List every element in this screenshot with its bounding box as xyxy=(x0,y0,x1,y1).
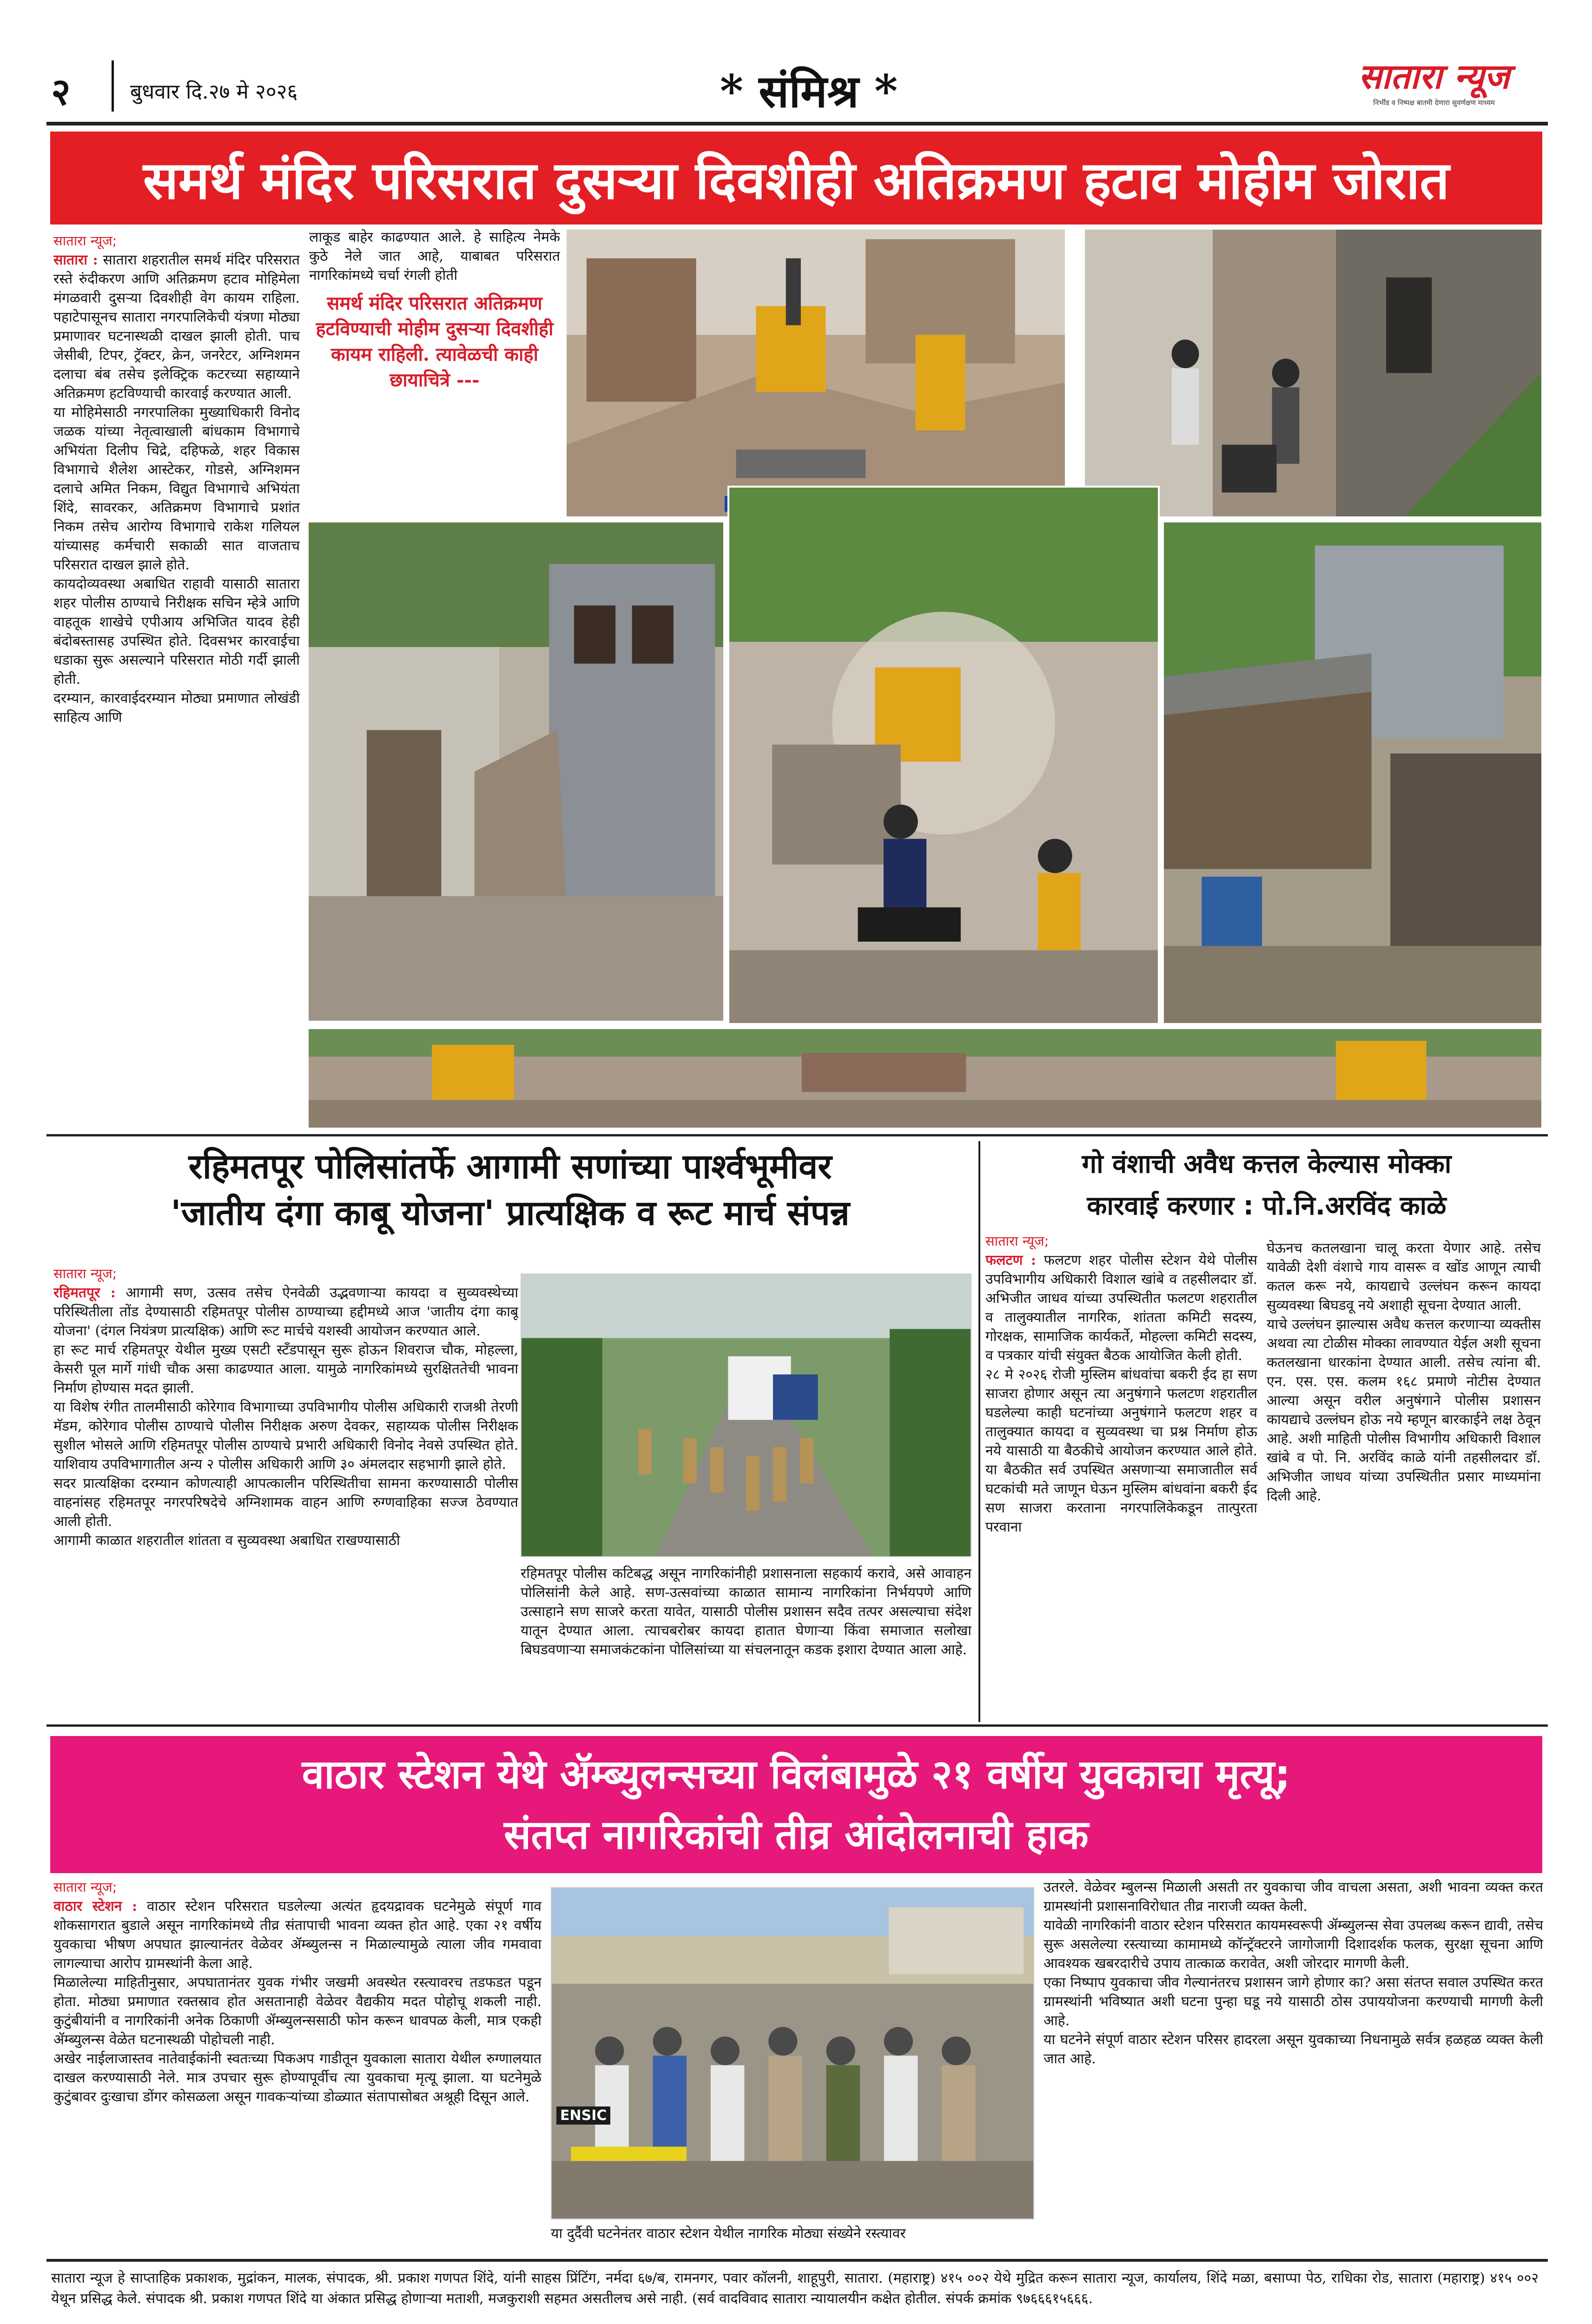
article2-para4: सदर प्रात्यक्षिका दरम्यान कोणत्याही आपत्कालीन परिस्थितीचा सामना करण्यासाठी पोलीस वाहनांसह रहिमतपूर नगरपरिषदेचे अग्निशामक वाहन आणि रुग्णवाहिका सज्ज ठेवण्यात आली होती. xyxy=(53,1475,518,1530)
header-rule xyxy=(46,122,1548,125)
article1-column xyxy=(53,231,300,1129)
article4-col3-para3: एका निष्पाप युवकाचा जीव गेल्यानंतरच प्रशासन जागे होणार का? असा संतप्त सवाल उपस्थित करत ग्रामस्थांनी भविष्यात अशी घटना पुन्हा घडू नये यासाठी ठोस उपाययोजना करण्याची मागणी केली आहे. xyxy=(1044,1974,1543,2029)
masthead-logo xyxy=(1320,56,1548,116)
logo-text: सातारा न्यूज xyxy=(1358,57,1510,97)
article2-byline: सातारा न्यूज; xyxy=(53,1266,117,1281)
article2-headline-line2: 'जातीय दंगा काबू योजना' प्रात्यक्षिक व रूट मार्च संपन्न xyxy=(171,1193,850,1233)
route-march-caption: रहिमतपूर पोलीस कटिबद्ध असून नागरिकांनीही प्रशासनाला सहकार्य करावे, असे आवाहन पोलिसांनी केले आहे. सण-उत्सवांच्या काळात सामान्य नागरिकांना निर्भयपणे आणि उत्साहाने सण साजरे करता यावेत, यासाठी पोलीस प्रशासन सदैव तत्पर असल्याचा संदेश यातून देण्यात आला. त्याचबरोबर कायदा हातात घेणाऱ्या किंवा समाजात सलोखा बिघडवणाऱ्या समाजकंटकांना पोलिसांच्या या संचलनातून कडक इशारा देण्यात आला आहे. xyxy=(521,1565,971,1658)
article2-para2: हा रूट मार्च रहिमतपूर येथील मुख्य एसटी स्टँडपासून सुरू होऊन शिवराज चौक, मोहल्ला, केसरी पूल मार्गे गांधी चौक असा काढण्यात आला. यामुळे नागरिकांमध्ये सुरक्षिततेची भावना निर्माण होण्यास मदत झाली. xyxy=(53,1342,518,1396)
footer-imprint-marathi: सातारा न्यूज हे साप्ताहिक प्रकाशक, मुद्रांकन, मालक, संपादक, श्री. प्रकाश गणपत शिंदे, यांनी साहस प्रिंटिंग, नर्मदा ६७/ब, रामनगर, पवार कॉलनी, शाहूपुरी, सातारा. (महाराष्ट्र) ४१५ ००२ येथे मुद्रित करून सातारा न्यूज, कार्यालय, शिंदे मळा, बसाप्पा पेठ, राधिका रोड, सातारा (महाराष्ट्र) ४१५ ००२ येथून प्रसिद्ध केले. संपादक श्री. प्रकाश गणपत शिंदे या अंकात प्रसिद्ध होणाऱ्या मताशी, मजकुराशी सहमत असतीलच असे नाही. (सर्व वादविवाद सातारा न्यायालयीन कक्षेत होतील. संपर्क क्रमांक ९७६६६१५६६६. xyxy=(51,2270,1539,2307)
article1-para4: दरम्यान, कारवाईदरम्यान मोठ्या प्रमाणात लोखंडी साहित्य आणि xyxy=(53,690,300,726)
article4-headline-line2: संतप्त नागरिकांची तीव्र आंदोलनाची हाक xyxy=(504,1811,1089,1858)
article3-para2: २८ मे २०२६ रोजी मुस्लिम बांधवांचा बकरी ईद हा सण साजरा होणार असून त्या अनुषंगाने फलटण शहरातील घडलेल्या काही घटनांच्या अनुषंगाने फलटण शहर व तालुक्यात कायदा व सुव्यवस्था चा प्रश्न निर्माण होऊ नये यासाठी या बैठकीचे आयोजन करण्यात आले होते. या बैठकीत सर्व उपस्थित असणाऱ्या समाजातील सर्व घटकांची मते जाणून घेऊन मुस्लिम बांधवांना बकरी ईद सण साजरा करताना नगरपालिकेकडून तात्पुरता परवाना xyxy=(985,1367,1257,1535)
demolition-photo-3 xyxy=(307,521,725,1023)
article4-byline: सातारा न्यूज; xyxy=(53,1879,117,1895)
article1-place: सातारा : xyxy=(53,252,98,268)
vehicle-sign: ENSIC xyxy=(556,2106,610,2125)
article1-para3: कायदोव्यवस्था अबाधित राहावी यासाठी सातारा शहर पोलीस ठाण्याचे निरीक्षक सचिन म्हेत्रे आणि वाहतूक शाखेचे एपीआय अभिजित यादव हेही बंदोबस्तासह उपस्थित होते. दिवसभर कारवाईचा धडाका सुरू असल्याने परिसरात मोठी गर्दी झाली होती. xyxy=(53,576,300,687)
demolition-photo-6 xyxy=(307,1027,1543,1129)
footer-rule-top xyxy=(46,2259,1548,2262)
article4-col3-para1: उतरले. वेळेवर म्बुलन्स मिळाली असती तर युवकाचा जीव वाचला असता, अशी भावना व्यक्त करत ग्रामस्थांनी प्रशासनाविरोधात तीव्र नाराजी व्यक्त केली. xyxy=(1044,1879,1543,1915)
article2-rule xyxy=(46,1724,1548,1727)
article2-place: रहिमतपूर : xyxy=(53,1285,116,1301)
article4-place: वाठार स्टेशन : xyxy=(53,1898,138,1915)
article2-para1: आगामी सण, उत्सव तसेच ऐनवेळी उद्भवणाऱ्या कायदा व सुव्यवस्थेच्या परिस्थितीला तोंड देण्यासाठी रहिमतपूर पोलीस ठाण्याच्या हद्दीमध्ये आज 'जातीय दंगा काबू योजना' (दंगल नियंत्रण प्रात्यक्षिक) आणि रूट मार्चचे यशस्वी आयोजन करण्यात आले. xyxy=(53,1285,518,1339)
demolition-photo-2 xyxy=(1083,228,1543,518)
article1-headline: समर्थ मंदिर परिसरात दुसऱ्या दिवशीही अतिक्रमण हटाव मोहीम जोरात xyxy=(143,150,1450,211)
article3-col2-para1: घेऊनच कतलखाना चालू करता येणार आहे. तसेच यावेळी देशी वंशाचे गाय वासरू व खोंड आणून त्याची कतल करू नये, कायद्याचे उल्लंघन करून कायदा सुव्यवस्था बिघडवू नये अशाही सूचना देण्यात आली. xyxy=(1267,1240,1541,1314)
article2-column xyxy=(53,1264,518,1692)
article4-column3 xyxy=(1044,1878,1543,2245)
article2-headline xyxy=(46,1143,974,1236)
article4-headline-line1: वाठार स्टेशन येथे ॲम्ब्युलन्सच्या विलंबामुळे २१ वर्षीय युवकाचा मृत्यू; xyxy=(302,1751,1291,1798)
protest-caption: या दुर्दैवी घटनेनंतर वाठार स्टेशन येथील नागरिक मोठ्या संख्येने रस्त्यावर xyxy=(551,2225,906,2242)
article2-headline-line1: रहिमतपूर पोलिसांतर्फे आगामी सणांच्या पार्श्वभूमीवर xyxy=(188,1147,832,1187)
logo-tagline: निर्भीड व निष्पक्ष बातमी देणारा सुवर्णक्षण माध्यम xyxy=(1373,99,1495,107)
article1-column2 xyxy=(309,228,560,511)
article3-para1: फलटण शहर पोलीस स्टेशन येथे पोलीस उपविभागीय अधिकारी विशाल खांबे व तहसीलदार डॉ. अभिजीत जाधव यांच्या उपस्थितीत फलटण शहरातील व तालुक्यातील नागरिक, शांतता कमिटी सदस्य, गोरक्षक, सामाजिक कार्यकर्ते, मोहल्ला कमिटी सदस्य, व पत्रकार यांची संयुक्त बैठक आयोजित केली होती. xyxy=(985,1252,1257,1364)
article1-rule xyxy=(46,1134,1548,1136)
article3-byline: सातारा न्यूज; xyxy=(985,1233,1049,1249)
article4-para3: अखेर नाईलाजास्तव नातेवाईकांनी स्वतःच्या पिकअप गाडीतून युवकाला सातारा येथील रुग्णालयात दाखल करण्यासाठी नेले. मात्र उपचार सुरू होण्यापूर्वीच त्या युवकाचा मृत्यू झाला. या घटनेमुळे कुटुंबावर दुःखाचा डोंगर कोसळला असून गावकऱ्यांच्या डोळ्यात संतापासोबत अश्रूही दिसून आले. xyxy=(53,2051,542,2105)
article2-para5: आगामी काळात शहरातील शांतता व सुव्यवस्था अबाधित राखण्यासाठी xyxy=(53,1532,400,1549)
demolition-photo-1 xyxy=(565,228,1067,518)
article3-place: फलटण : xyxy=(985,1252,1036,1268)
demolition-photo-4 xyxy=(727,486,1160,1025)
article4-headline-band xyxy=(50,1736,1542,1873)
protest-photo xyxy=(551,1887,1034,2219)
header-divider xyxy=(112,60,114,112)
article3-col2-para2: याचे उल्लंघन झाल्यास अवैध कत्तल करणाऱ्या व्यक्तीस अथवा त्या टोळीस मोक्का लावण्यात येईल अशी सूचना कतलखाना धारकांना देण्यात आली. तसेच त्यांना बी. एन. एस. एस. कलम १६८ प्रमाणे नोटीस देण्यात आल्या असून वरील अनुषंगाने पोलीस प्रशासन कायद्याचे उल्लंघन होऊ नये म्हणून बारकाईने लक्ष ठेवून आहे. अशी माहिती पोलीस विभागीय अधिकारी विशाल खांबे व पो. नि. अरविंद काळे यांनी तहसीलदार डॉ. अभिजीत जाधव यांच्या उपस्थितीत प्रसार माध्यमांना दिली आहे. xyxy=(1267,1316,1541,1504)
article2-para3: या विशेष रंगीत तालमीसाठी कोरेगाव विभागाच्या उपविभागीय पोलीस अधिकारी राजश्री तेरणी मॅडम, कोरेगाव पोलीस ठाण्याचे पोलीस निरीक्षक अरुण देवकर, सहाय्यक पोलीस निरीक्षक सुशील भोसले आणि रहिमतपूर पोलीस ठाण्याचे प्रभारी अधिकारी विनोद नेवसे उपस्थित होते. याशिवाय उपविभागातील अन्य २ पोलीस अधिकारी आणि ३० अंमलदार सहभागी झाले होते. xyxy=(53,1399,518,1472)
article1-headline-band xyxy=(50,132,1542,224)
section-title: * संमिश्र * xyxy=(720,65,898,118)
article1-para1: सातारा शहरातील समर्थ मंदिर परिसरात रस्ते रुंदीकरण आणि अतिक्रमण हटाव मोहिमेला मंगळवारी दुसऱ्या दिवशीही वेग कायम राहिला. पहाटेपासूनच सातारा नगरपालिकेची यंत्रणा मोठ्या प्रमाणावर घटनास्थळी दाखल झाली होती. पाच जेसीबी, टिपर, ट्रॅक्टर, क्रेन, जनरेटर, अग्निशमन दलाचा बंब तसेच इलेक्ट्रिक कटरच्या सहाय्याने अतिक्रमण हटविण्याची कारवाई करण्यात आली. xyxy=(53,252,300,402)
article4-para1: वाठार स्टेशन परिसरात घडलेल्या अत्यंत हृदयद्रावक घटनेमुळे संपूर्ण गाव शोकसागरात बुडाले असून नागरिकांमध्ये तीव्र संतापाची भावना व्यक्त होत आहे. एका २१ वर्षीय युवकाचा भीषण अपघात झाल्यानंतर वेळेवर ॲम्ब्युलन्स न मिळाल्यामुळे त्याला जीव गमवावा लागल्याचा आरोप ग्रामस्थांनी केला आहे. xyxy=(53,1898,542,1972)
article4-para2: मिळालेल्या माहितीनुसार, अपघातानंतर युवक गंभीर जखमी अवस्थेत रस्त्यावरच तडफडत पडून होता. मोठ्या प्रमाणात रक्तस्राव होत असतानाही वेळेवर वैद्यकीय मदत पोहोचू शकली नाही. कुटुंबीयांनी व नागरिकांनी अनेक ठिकाणी ॲम्ब्युलन्ससाठी फोन करून धावपळ केली, मात्र एकही ॲम्ब्युलन्स वेळेत घटनास्थळी पोहोचली नाही. xyxy=(53,1974,542,2048)
route-march-photo xyxy=(521,1274,971,1557)
issue-date: बुधवार दि.२७ मे २०२६ xyxy=(130,80,298,104)
article3-headline xyxy=(985,1143,1548,1227)
article3-headline-line2: कारवाई करणार : पो.नि.अरविंद काळे xyxy=(1087,1191,1447,1221)
demolition-photo-5 xyxy=(1162,521,1543,1025)
article1-para2: या मोहिमेसाठी नगरपालिका मुख्याधिकारी विनोद जळक यांच्या नेतृत्वाखाली बांधकाम विभागाचे अभियंता दिलीप चिद्रे, दहिफळे, शहर विकास विभागाचे शैलेश आस्टेकर, गोडसे, अग्निशमन दलाचे अमित निकम, विद्युत विभागाचे अभियंता शिंदे, सावरकर, अतिक्रमण विभागाचे प्रशांत निकम तसेच आरोग्य विभागाचे राकेश गलियल यांच्यासह कर्मचारी सकाळी सात वाजताच परिसरात दाखल झाले होते. xyxy=(53,404,300,573)
article3-headline-line1: गो वंशाची अवैध कत्तल केल्यास मोक्का xyxy=(1082,1149,1452,1179)
article4-col3-para4: या घटनेने संपूर्ण वाठार स्टेशन परिसर हादरला असून युवकाच्या निधनामुळे सर्वत्र हळहळ व्यक्त केली जात आहे. xyxy=(1044,2032,1543,2067)
article3-column2 xyxy=(1267,1239,1541,1694)
article4-col3-para2: यावेळी नागरिकांनी वाठार स्टेशन परिसरात कायमस्वरूपी ॲम्ब्युलन्स सेवा उपलब्ध करून द्यावी, तसेच सुरू असलेल्या रस्त्याच्या कामामध्ये कॉन्ट्रॅक्टरने जागोजागी दिशादर्शक फलक, सुरक्षा सूचना आणि आवश्यक खबरदारीचे उपाय तात्काळ करावेत, अशी जोरदार मागणी केली. xyxy=(1044,1917,1543,1972)
article1-callout: समर्थ मंदिर परिसरात अतिक्रमण हटविण्याची मोहीम दुसऱ्या दिवशीही कायम राहिली. त्यावेळची काही छायाचित्रे --- xyxy=(316,292,554,391)
page-header xyxy=(46,51,1548,121)
page-number: २ xyxy=(51,70,71,113)
article1-col2-text: लाकूड बाहेर काढण्यात आले. हे साहित्य नेमके कुठे नेले जात आहे, याबाबत परिसरात नागरिकांमध्ये चर्चा रंगली होती xyxy=(309,229,560,284)
article4-column xyxy=(53,1878,542,2240)
article1-byline: सातारा न्यूज; xyxy=(53,233,117,249)
article-divider-vertical xyxy=(978,1141,980,1722)
article3-column xyxy=(985,1232,1257,1697)
